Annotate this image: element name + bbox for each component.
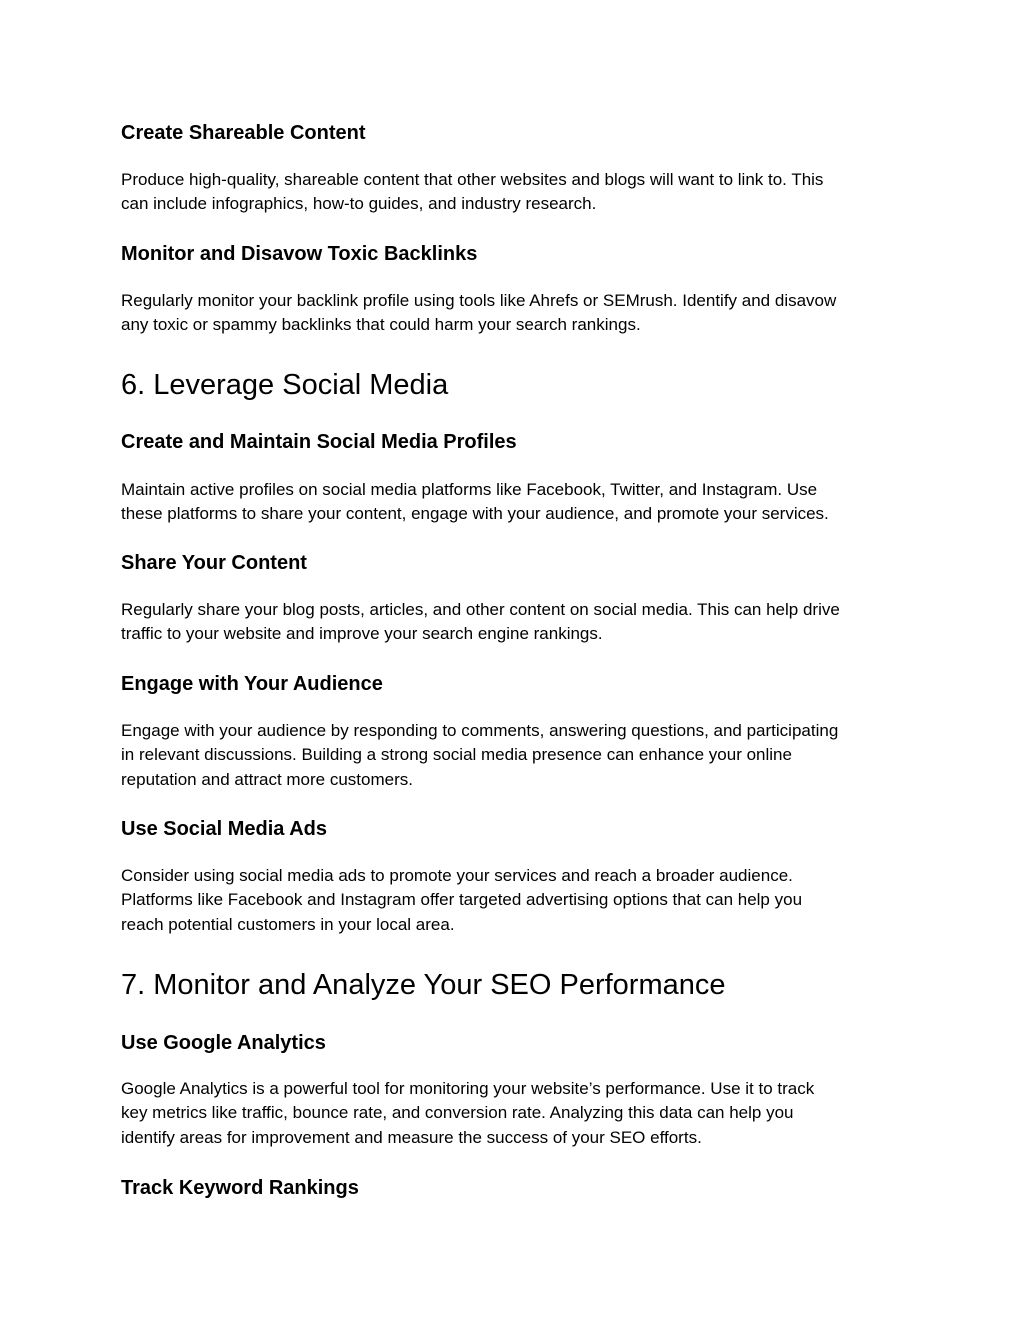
heading-engage-audience: Engage with Your Audience (121, 673, 383, 695)
paragraph-line: identify areas for improvement and measure the success of your SEO efforts. (121, 1127, 702, 1147)
paragraph-engage-audience (121, 719, 838, 792)
paragraph-line: Engage with your audience by responding to comments, answering questions, and participating (121, 721, 839, 740)
paragraph-line: reach potential customers in your local area. (121, 914, 455, 934)
paragraph-line: Regularly monitor your backlink profile using tools like Ahrefs or SEMrush. Identify and disavow (121, 291, 837, 310)
paragraph-line: Maintain active profiles on social media platforms like Facebook, Twitter, and Instagram. Use (121, 480, 818, 499)
paragraph-social-media-profiles (121, 478, 829, 527)
heading-track-keyword-rankings: Track Keyword Rankings (121, 1177, 359, 1199)
paragraph-line: Regularly share your blog posts, articles, and other content on social media. This can help drive (121, 600, 840, 619)
paragraph-line: Consider using social media ads to promote your services and reach a broader audience. (121, 866, 793, 885)
paragraph-line: traffic to your website and improve your search engine rankings. (121, 624, 603, 644)
paragraph-line: Google Analytics is a powerful tool for monitoring your website’s performance. Use it to track (121, 1079, 815, 1098)
heading-social-media-ads: Use Social Media Ads (121, 818, 327, 840)
paragraph-line: can include infographics, how-to guides, and industry research. (121, 194, 597, 214)
paragraph-line: in relevant discussions. Building a strong social media presence can enhance your online (121, 745, 792, 765)
section-heading-monitor-analyze-seo: 7. Monitor and Analyze Your SEO Performance (121, 969, 726, 1001)
heading-create-shareable-content: Create Shareable Content (121, 122, 366, 144)
paragraph-line: Produce high-quality, shareable content that other websites and blogs will want to link to. This (121, 170, 824, 189)
paragraph-line: any toxic or spammy backlinks that could harm your search rankings. (121, 315, 641, 335)
paragraph-line: reputation and attract more customers. (121, 769, 413, 789)
paragraph-share-your-content (121, 598, 840, 647)
paragraph-disavow-backlinks (121, 289, 836, 338)
paragraph-social-media-ads (121, 864, 802, 937)
heading-social-media-profiles: Create and Maintain Social Media Profiles (121, 431, 517, 453)
paragraph-line: Platforms like Facebook and Instagram offer targeted advertising options that can help you (121, 890, 803, 910)
paragraph-shareable-content (121, 168, 823, 217)
heading-share-your-content: Share Your Content (121, 552, 307, 574)
section-heading-leverage-social-media: 6. Leverage Social Media (121, 369, 449, 401)
heading-use-google-analytics: Use Google Analytics (121, 1032, 326, 1054)
paragraph-line: these platforms to share your content, engage with your audience, and promote your services. (121, 504, 829, 524)
paragraph-line: key metrics like traffic, bounce rate, and conversion rate. Analyzing this data can help you (121, 1103, 794, 1123)
heading-monitor-disavow-backlinks: Monitor and Disavow Toxic Backlinks (121, 243, 478, 265)
paragraph-google-analytics (121, 1077, 814, 1150)
